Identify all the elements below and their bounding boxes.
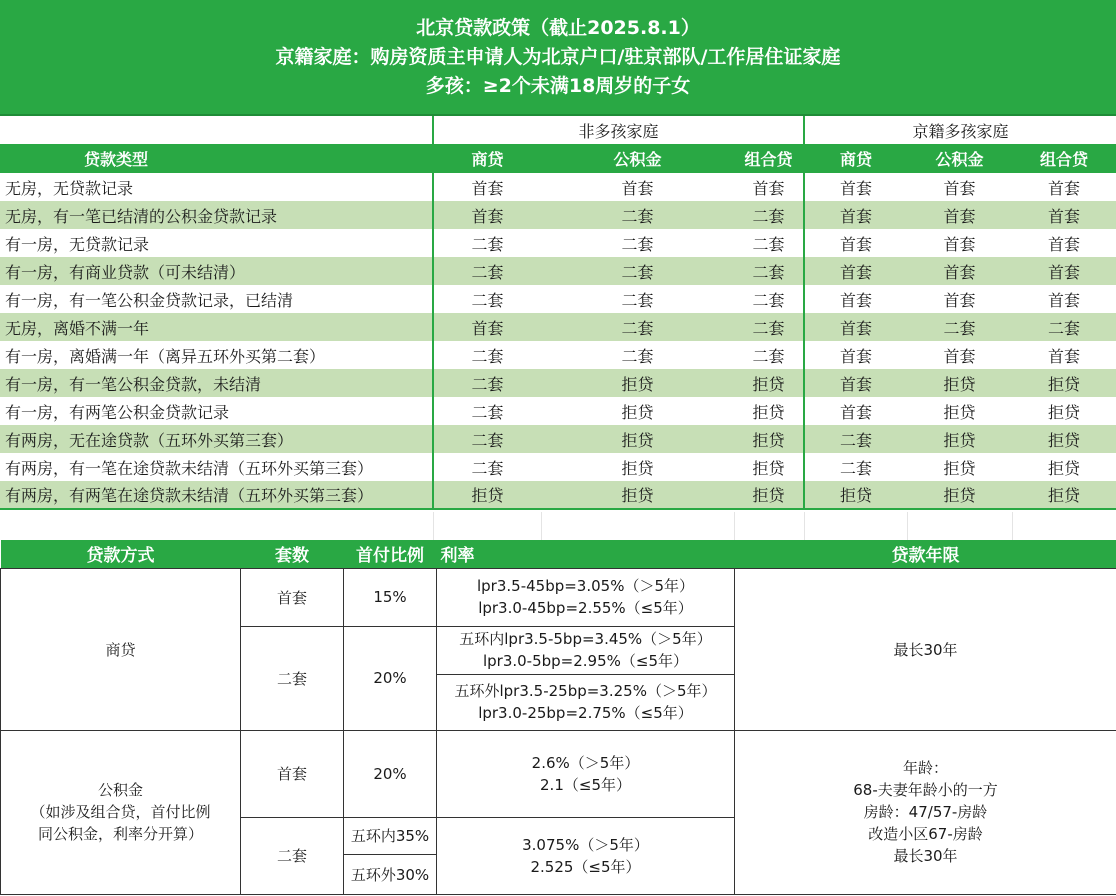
fund-second-set: 二套 <box>241 817 344 894</box>
page-title: 北京贷款政策（截止2025.8.1） <box>416 16 700 39</box>
row-cell: 二套 <box>541 257 734 285</box>
row-cell: 拒贷 <box>1048 458 1081 478</box>
row-label: 无房，离婚不满一年 <box>0 313 433 341</box>
row-cell: 首套 <box>1048 290 1081 310</box>
fund-second-rate-short: 2.525（≤5年） <box>530 857 641 876</box>
commercial-first-rate <box>437 568 735 626</box>
row-cell: 首套 <box>734 173 804 201</box>
row-cell: 二套 <box>734 201 804 229</box>
fund-first-down: 20% <box>344 730 437 817</box>
commercial-second-down: 20% <box>344 626 437 730</box>
fund-first-rate <box>437 730 735 817</box>
row-cell: 首套 <box>1012 201 1116 229</box>
row-cell: 拒贷 <box>943 402 976 422</box>
fund-label: 公积金 <box>97 781 143 799</box>
row-cell: 二套 <box>471 234 504 254</box>
loan-qualification-table <box>0 116 1116 510</box>
fund-second-down-inner: 五环内35% <box>344 817 437 854</box>
table-row <box>0 397 1116 425</box>
row-cell: 二套 <box>804 425 907 453</box>
row-cell: 拒贷 <box>734 425 804 453</box>
col-rate: 利率 <box>437 540 735 568</box>
row-cell: 二套 <box>907 313 1012 341</box>
commercial-first-rate-long: lpr3.5-45bp=3.05%（＞5年） <box>476 577 695 595</box>
row-cell: 二套 <box>734 341 804 369</box>
table-row <box>0 229 1116 257</box>
commercial-outer-rate-short: lpr3.0-25bp=2.75%（≤5年） <box>478 704 693 722</box>
loan-terms-table <box>0 540 1116 895</box>
row-cell: 首套 <box>433 201 541 229</box>
row-cell: 拒贷 <box>734 481 804 509</box>
row-cell: 拒贷 <box>621 458 654 478</box>
row-cell: 首套 <box>907 257 1012 285</box>
commercial-second-set: 二套 <box>241 626 344 730</box>
row-cell: 拒贷 <box>1048 402 1081 422</box>
row-cell: 首套 <box>907 201 1012 229</box>
fund-note-1: （如涉及组合贷，首付比例 <box>30 803 211 821</box>
title-banner <box>0 0 1116 116</box>
row-cell: 拒贷 <box>1012 481 1116 509</box>
group-non-multi-child: 非多孩家庭 <box>433 116 804 144</box>
row-cell: 二套 <box>433 369 541 397</box>
row-label: 有两房，无在途贷款（五环外买第三套） <box>0 425 433 453</box>
row-cell: 首套 <box>840 234 873 254</box>
row-label: 有两房，有一笔在途贷款未结清（五环外买第三套） <box>0 453 433 481</box>
table-row <box>0 369 1116 397</box>
col-loan-type: 贷款类型 <box>0 144 433 173</box>
fund-term-age-label: 年龄： <box>902 759 948 777</box>
col-commercial: 商贷 <box>433 144 541 173</box>
commercial-outer-rate <box>437 674 735 730</box>
row-label: 有一房，无贷款记录 <box>0 229 433 257</box>
method-housing-fund <box>1 730 241 894</box>
row-cell: 二套 <box>734 313 804 341</box>
col-commercial-multi: 商贷 <box>804 144 907 173</box>
row-cell: 二套 <box>621 234 654 254</box>
table-row <box>0 201 1116 229</box>
table-row <box>0 425 1116 453</box>
row-cell: 二套 <box>471 290 504 310</box>
fund-first-rate-short: 2.1（≤5年） <box>540 775 631 794</box>
spacer-grid <box>0 512 1116 540</box>
col-combo: 组合贷 <box>734 144 804 173</box>
row-cell: 首套 <box>840 402 873 422</box>
commercial-outer-rate-long: 五环外lpr3.5-25bp=3.25%（＞5年） <box>454 682 717 700</box>
row-cell: 拒贷 <box>734 453 804 481</box>
col-combo-multi: 组合贷 <box>1012 144 1116 173</box>
row-cell: 拒贷 <box>734 397 804 425</box>
row-cell: 拒贷 <box>943 458 976 478</box>
col-fund-multi: 公积金 <box>907 144 1012 173</box>
row-label: 无房，有一笔已结清的公积金贷款记录 <box>0 201 433 229</box>
method-commercial: 商贷 <box>1 568 241 730</box>
fund-term-max: 最长30年 <box>893 847 958 865</box>
subtitle-multi-child: 多孩：≥2个未满18周岁的子女 <box>425 74 691 97</box>
commercial-term: 最长30年 <box>735 568 1116 730</box>
row-cell: 首套 <box>943 290 976 310</box>
commercial-inner-rate <box>437 626 735 674</box>
group-multi-child: 京籍多孩家庭 <box>912 121 1009 141</box>
row-label: 有一房，有两笔公积金贷款记录 <box>0 397 433 425</box>
table-row <box>0 285 1116 313</box>
row-cell: 首套 <box>943 346 976 366</box>
row-cell: 拒贷 <box>907 481 1012 509</box>
row-cell: 首套 <box>804 201 907 229</box>
commercial-first-rate-short: lpr3.0-45bp=2.55%（≤5年） <box>478 599 693 617</box>
commercial-first-set: 首套 <box>241 568 344 626</box>
table-row <box>0 481 1116 509</box>
row-cell: 首套 <box>804 257 907 285</box>
row-cell: 二套 <box>433 257 541 285</box>
row-label: 有一房，有商业贷款（可未结清） <box>0 257 433 285</box>
row-cell: 首套 <box>433 313 541 341</box>
fund-second-down-outer: 五环外30% <box>344 854 437 894</box>
row-cell: 二套 <box>1012 313 1116 341</box>
col-down-payment: 首付比例 <box>344 540 437 568</box>
row-cell: 二套 <box>471 458 504 478</box>
row-cell: 拒贷 <box>541 369 734 397</box>
row-cell: 拒贷 <box>907 369 1012 397</box>
row-cell: 二套 <box>734 257 804 285</box>
fund-second-rate <box>437 817 735 894</box>
row-cell: 拒贷 <box>907 425 1012 453</box>
row-cell: 首套 <box>1012 257 1116 285</box>
row-cell: 二套 <box>471 402 504 422</box>
row-cell: 首套 <box>621 178 654 198</box>
row-cell: 拒贷 <box>804 481 907 509</box>
row-cell: 拒贷 <box>1012 369 1116 397</box>
table-row <box>0 313 1116 341</box>
row-cell: 首套 <box>840 178 873 198</box>
fund-term-age-rule: 68-夫妻年龄小的一方 <box>853 781 998 799</box>
subtitle-beijing-household: 京籍家庭：购房资质主申请人为北京户口/驻京部队/工作居住证家庭 <box>275 45 841 68</box>
row-cell: 二套 <box>734 285 804 313</box>
row-cell: 首套 <box>1048 178 1081 198</box>
row-cell: 拒贷 <box>541 425 734 453</box>
row-cell: 首套 <box>804 313 907 341</box>
row-label: 有两房，有两笔在途贷款未结清（五环外买第三套） <box>0 481 433 509</box>
fund-note-2: 同公积金，利率分开算） <box>37 825 203 843</box>
row-cell: 首套 <box>471 178 504 198</box>
fund-first-set: 首套 <box>241 730 344 817</box>
row-label: 有一房，有一笔公积金贷款，未结清 <box>0 369 433 397</box>
row-label: 有一房，离婚满一年（离异五环外买第二套） <box>0 341 433 369</box>
table-row <box>0 453 1116 481</box>
row-cell: 首套 <box>943 178 976 198</box>
table-row <box>0 257 1116 285</box>
row-cell: 二套 <box>433 425 541 453</box>
row-cell: 拒贷 <box>734 369 804 397</box>
row-cell: 首套 <box>840 346 873 366</box>
row-cell: 二套 <box>734 229 804 257</box>
row-label: 有一房，有一笔公积金贷款记录，已结清 <box>0 285 433 313</box>
row-cell: 首套 <box>943 234 976 254</box>
col-method: 贷款方式 <box>1 540 241 568</box>
table-row <box>0 341 1116 369</box>
row-cell: 二套 <box>840 458 873 478</box>
row-cell: 二套 <box>541 313 734 341</box>
fund-term-house-age: 房龄：47/57-房龄 <box>863 803 988 821</box>
row-label: 无房，无贷款记录 <box>0 173 433 201</box>
col-term: 贷款年限 <box>735 540 1116 568</box>
row-cell: 二套 <box>621 346 654 366</box>
row-cell: 拒贷 <box>433 481 541 509</box>
row-cell: 二套 <box>621 290 654 310</box>
row-cell: 拒贷 <box>1012 425 1116 453</box>
fund-second-rate-long: 3.075%（＞5年） <box>522 835 649 854</box>
row-cell: 首套 <box>804 369 907 397</box>
col-fund: 公积金 <box>541 144 734 173</box>
header-blank <box>0 116 433 144</box>
commercial-first-down: 15% <box>344 568 437 626</box>
row-cell: 二套 <box>471 346 504 366</box>
table-row <box>0 173 1116 201</box>
col-sets: 套数 <box>241 540 344 568</box>
fund-term <box>735 730 1116 894</box>
row-cell: 首套 <box>1048 346 1081 366</box>
row-cell: 二套 <box>541 201 734 229</box>
fund-first-rate-long: 2.6%（＞5年） <box>531 753 640 772</box>
commercial-inner-rate-long: 五环内lpr3.5-5bp=3.45%（＞5年） <box>459 630 712 648</box>
row-cell: 拒贷 <box>541 481 734 509</box>
row-cell: 拒贷 <box>621 402 654 422</box>
commercial-inner-rate-short: lpr3.0-5bp=2.95%（≤5年） <box>482 652 689 670</box>
row-cell: 首套 <box>1048 234 1081 254</box>
row-cell: 首套 <box>840 290 873 310</box>
fund-term-renovated: 改造小区67-房龄 <box>868 825 983 843</box>
